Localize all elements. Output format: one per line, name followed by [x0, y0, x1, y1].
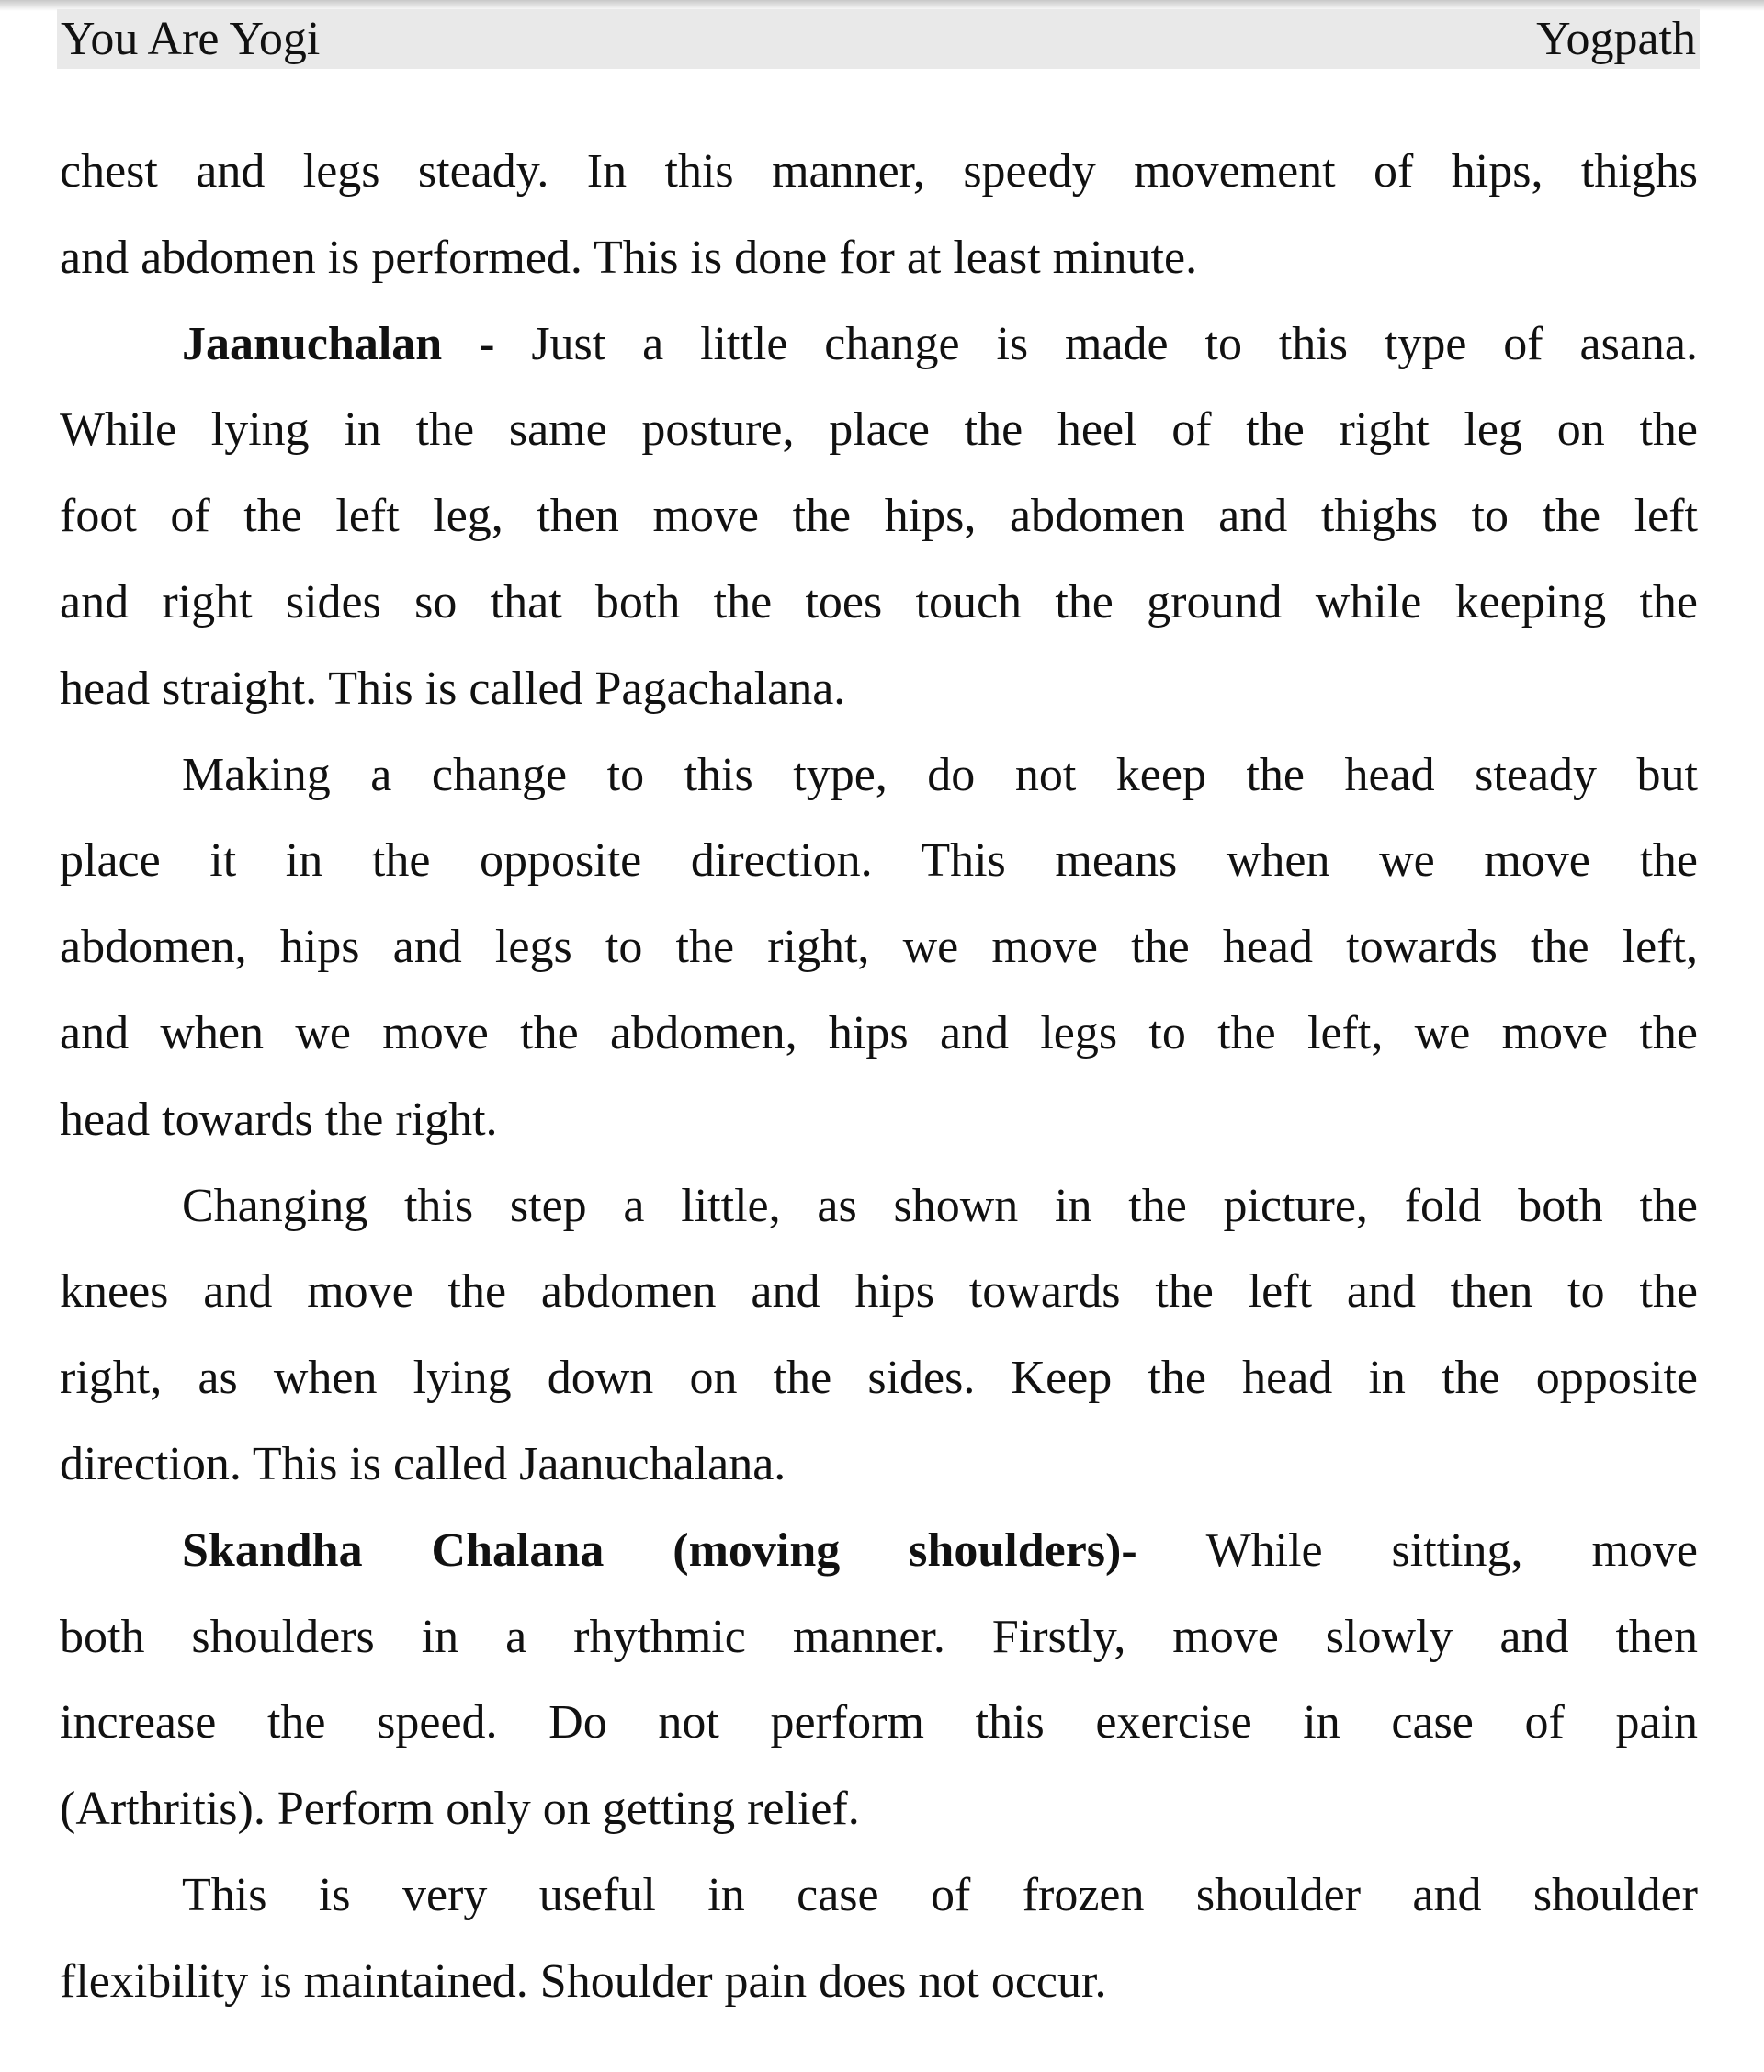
text-run: flexibility is maintained. Shoulder pain does not occur.	[60, 1954, 1107, 2008]
text-line	[60, 1163, 1698, 1250]
text-line	[60, 1421, 1698, 1508]
text-line	[60, 1077, 1698, 1163]
running-header	[57, 9, 1700, 69]
text-line	[60, 387, 1698, 473]
text-run: Making a change to this type, do not keep the head steady but	[182, 748, 1698, 801]
text-run: Changing this step a little, as shown in the picture, fold both the	[182, 1179, 1698, 1232]
text-run: and abdomen is performed. This is done for at least minute.	[60, 231, 1198, 284]
text-run: (Arthritis). Perform only on getting relief.	[60, 1783, 860, 1836]
text-run: This is very useful in case of frozen shoulder and shoulder	[182, 1868, 1698, 1921]
text-run: and when we move the abdomen, hips and legs to the left, we move the	[60, 1006, 1698, 1059]
text-line	[60, 732, 1698, 819]
paragraph	[60, 129, 1698, 301]
bold-heading: Jaanuchalan -	[182, 317, 532, 370]
text-run: right, as when lying down on the sides. Keep the head in the opposite	[60, 1352, 1698, 1405]
text-line	[60, 1249, 1698, 1335]
text-line	[60, 301, 1698, 388]
text-run: head towards the right.	[60, 1093, 498, 1146]
bold-heading: Skandha Chalana (moving shoulders)-	[182, 1523, 1206, 1577]
text-run: abdomen, hips and legs to the right, we move the head towards the left,	[60, 921, 1698, 974]
text-line	[60, 1508, 1698, 1594]
text-run: direction. This is called Jaanuchalana.	[60, 1437, 786, 1490]
text-run: While sitting, move	[1205, 1523, 1698, 1577]
text-line	[60, 1594, 1698, 1681]
text-line	[60, 473, 1698, 560]
text-run: both shoulders in a rhythmic manner. Firstly, move slowly and then	[60, 1610, 1698, 1663]
publisher-name: Yogpath	[1536, 13, 1696, 65]
text-run: chest and legs steady. In this manner, speedy movement of hips, thighs	[60, 145, 1698, 198]
text-line	[60, 991, 1698, 1077]
text-run: Just a little change is made to this type of asana.	[531, 317, 1698, 370]
text-run: knees and move the abdomen and hips towards the left and then to the	[60, 1265, 1698, 1319]
text-line	[60, 1680, 1698, 1766]
text-line	[60, 1852, 1698, 1939]
text-line	[60, 1335, 1698, 1421]
text-run: While lying in the same posture, place the heel of the right leg on the	[60, 403, 1698, 457]
paragraph	[60, 1163, 1698, 1508]
paragraph	[60, 732, 1698, 1163]
text-line	[60, 818, 1698, 904]
text-run: foot of the left leg, then move the hips, abdomen and thighs to the left	[60, 490, 1698, 543]
page-body	[60, 129, 1698, 2025]
text-line	[60, 560, 1698, 646]
book-title: You Are Yogi	[61, 13, 321, 65]
text-line	[60, 904, 1698, 991]
text-line	[60, 646, 1698, 732]
text-run: head straight. This is called Pagachalana.	[60, 662, 846, 715]
text-run: and right sides so that both the toes touch the ground while keeping the	[60, 575, 1698, 628]
text-line	[60, 1939, 1698, 2025]
paragraph	[60, 1852, 1698, 2025]
text-run: increase the speed. Do not perform this exercise in case of pain	[60, 1696, 1698, 1749]
paragraph	[60, 1508, 1698, 1852]
text-line	[60, 215, 1698, 301]
text-line	[60, 1766, 1698, 1852]
text-line	[60, 129, 1698, 215]
text-run: place it in the opposite direction. This means when we move the	[60, 834, 1698, 888]
paragraph	[60, 301, 1698, 732]
